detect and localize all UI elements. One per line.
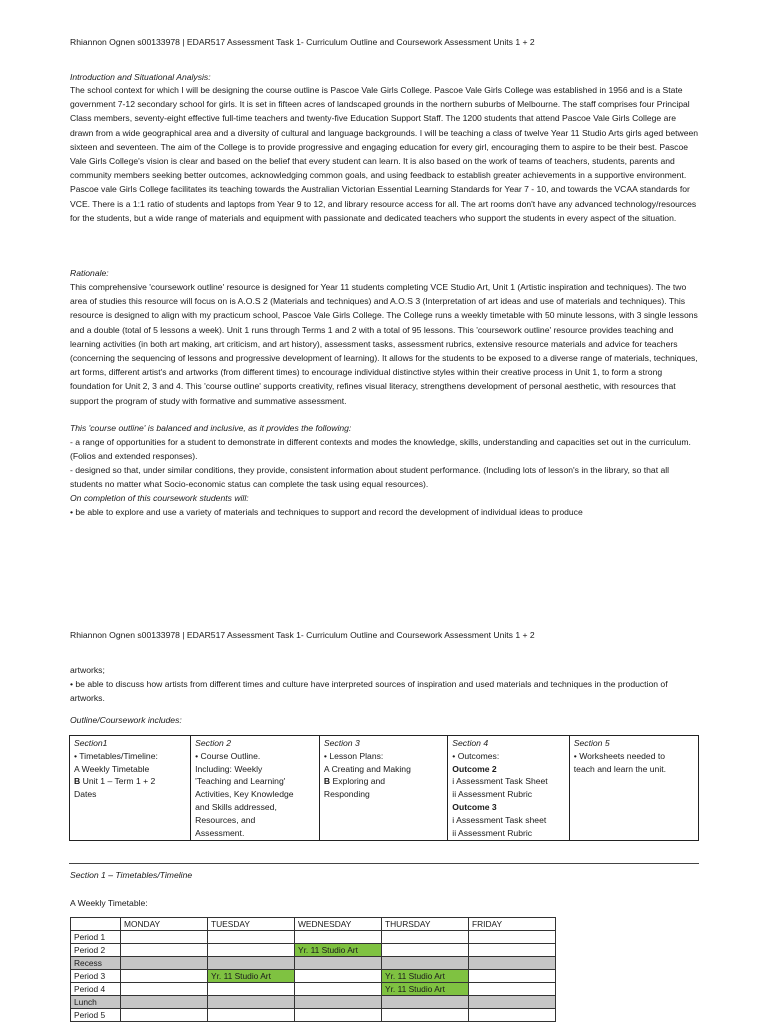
- outline-section-line: A Weekly Timetable: [74, 763, 150, 774]
- timetable-cell: [295, 931, 382, 944]
- weekly-timetable-heading: A Weekly Timetable:: [70, 898, 148, 908]
- timetable-cell: [469, 944, 556, 957]
- outline-section-line: • Course Outline.: [195, 750, 261, 761]
- outline-section-title: Section 3: [323, 738, 360, 748]
- timetable-cell: [208, 944, 295, 957]
- outline-section-line: ii Assessment Rubric: [452, 827, 533, 838]
- page-header-2: Rhiannon Ognen s00133978 | EDAR517 Assessment Task 1- Curriculum Outline and Coursework Assessment Units 1 + 2: [70, 630, 535, 640]
- outline-section-3: [319, 736, 447, 841]
- timetable-period-label: Period 2: [71, 944, 121, 957]
- timetable-period-label: Period 5: [71, 1009, 121, 1022]
- timetable-cell: [469, 970, 556, 983]
- outline-section-line: Assessment.: [195, 827, 245, 838]
- outline-table: [69, 735, 699, 841]
- timetable-cell: [469, 983, 556, 996]
- timetable-cell: [469, 931, 556, 944]
- timetable-row: [71, 1009, 556, 1022]
- outline-section-title: Section1: [74, 738, 108, 748]
- timetable-cell: [382, 944, 469, 957]
- bullet-2: • be able to discuss how artists from different times and culture have interpreted sources of inspiration and used materials and techniques in the production of artworks.: [70, 679, 668, 704]
- timetable-cell: [382, 1009, 469, 1022]
- timetable-cell: [295, 970, 382, 983]
- page-header-1: Rhiannon Ognen s00133978 | EDAR517 Assessment Task 1- Curriculum Outline and Coursework Assessment Units 1 + 2: [70, 37, 535, 47]
- timetable-day-header: MONDAY: [121, 918, 208, 931]
- timetable-cell: [121, 996, 208, 1009]
- timetable-cell: [295, 957, 382, 970]
- timetable-cell: [469, 996, 556, 1009]
- bullet-1: • be able to explore and use a variety of materials and techniques to support and record the development of individual ideas to produce: [70, 507, 583, 517]
- outline-section-1: [70, 736, 191, 841]
- outline-section-line: Dates: [74, 789, 97, 800]
- point-1: - a range of opportunities for a student to demonstrate in different contexts and modes the knowledge, skills, understanding and capacities set out in the curriculum. (Folios and extended responses).: [70, 437, 691, 462]
- timetable-row: [71, 944, 556, 957]
- rationale-body: This comprehensive 'coursework outline' resource is designed for Year 11 students completing VCE Studio Art, Unit 1 (Artistic inspiration and techniques). The two area of studies this resource will focus on is A.O.S 2 (Materials and techniques) and A.O.S 3 (Interpretation of art ideas and use of materials and techniques). This resource is designed to align with my practicum school, Pascoe Vale Girls College. The College runs a weekly timetable with 50 minute lessons, with 3 single lessons and a double (total of 5 lessons a week). Unit 1 runs through Terms 1 and 2 with a total of 95 lessons. This 'coursework outline' resource provides teaching and learning activities (in both art making, art criticism, and art history), assessment tasks, assessment rubrics, extensive resource materials and advice for teachers (concerning the sequencing of lessons and progressive development of learning). It allows for the students to be exposed to a diverse range of materials, techniques, art forms, different artist's and artworks (from different times) to encourage individual distinctive styles within their creative process in Unit 1, to form a strong foundation for Unit 2, 3 and 4. This 'course outline' supports creativity, refines visual literacy, strengthens development of personal aesthetic, with resources that support the program of study with formative and summative assessment.: [70, 282, 698, 406]
- outline-section-2: [191, 736, 320, 841]
- timetable-cell: [295, 996, 382, 1009]
- timetable-cell: [469, 1009, 556, 1022]
- timetable-cell: [121, 970, 208, 983]
- timetable-cell: [208, 1009, 295, 1022]
- outline-section-line: teach and learn the unit.: [573, 763, 667, 774]
- balanced-heading: This 'course outline' is balanced and inclusive, as it provides the following:: [70, 423, 352, 433]
- timetable-cell: Yr. 11 Studio Art: [295, 944, 382, 957]
- outline-section-line: 'Teaching and Learning': [195, 776, 286, 787]
- outline-section-line: ii Assessment Rubric: [452, 789, 533, 800]
- timetable-period-label: Recess: [71, 957, 121, 970]
- outline-section-5: [569, 736, 698, 841]
- timetable-row: [71, 931, 556, 944]
- timetable-cell: [208, 996, 295, 1009]
- timetable-row: [71, 970, 556, 983]
- timetable-cell: [295, 1009, 382, 1022]
- timetable-day-header: FRIDAY: [469, 918, 556, 931]
- outline-section-line: • Outcomes:: [452, 750, 500, 761]
- timetable-cell: [208, 957, 295, 970]
- artworks-text: artworks;: [70, 665, 105, 675]
- weekly-timetable: [70, 917, 556, 1022]
- timetable-period-label: Period 4: [71, 983, 121, 996]
- timetable-row: [71, 957, 556, 970]
- timetable-corner: [71, 918, 121, 931]
- timetable-cell: Yr. 11 Studio Art: [382, 970, 469, 983]
- timetable-cell: [382, 931, 469, 944]
- timetable-period-label: Period 3: [71, 970, 121, 983]
- timetable-cell: [208, 931, 295, 944]
- timetable-row: [71, 983, 556, 996]
- outline-section-title: Section 4: [452, 738, 489, 748]
- outline-section-title: Section 5: [573, 738, 610, 748]
- timetable-cell: [382, 957, 469, 970]
- timetable-cell: [469, 957, 556, 970]
- timetable-period-label: Lunch: [71, 996, 121, 1009]
- outline-section-line: Including: Weekly: [195, 763, 263, 774]
- outline-heading: Outline/Coursework includes:: [70, 715, 182, 725]
- outline-section-line: B Exploring and: [323, 776, 386, 787]
- outline-section-line: Activities, Key Knowledge: [195, 789, 294, 800]
- timetable-cell: [121, 983, 208, 996]
- timetable-cell: [208, 983, 295, 996]
- outline-section-line: Outcome 3: [452, 801, 497, 812]
- intro-heading: Introduction and Situational Analysis:: [70, 72, 211, 82]
- timetable-day-header: THURSDAY: [382, 918, 469, 931]
- point-2: - designed so that, under similar conditions, they provide, consistent information about student performance. (Including lots of lesson's in the library, so that all students no matter what Socio-economic status can complete the task using equal resources).: [70, 465, 670, 490]
- timetable-cell: Yr. 11 Studio Art: [382, 983, 469, 996]
- outline-section-line: • Lesson Plans:: [323, 750, 384, 761]
- outline-section-line: Resources, and: [195, 814, 256, 825]
- completion-heading: On completion of this coursework students will:: [70, 493, 249, 503]
- timetable-cell: [382, 996, 469, 1009]
- timetable-cell: [121, 931, 208, 944]
- timetable-period-label: Period 1: [71, 931, 121, 944]
- timetable-cell: [121, 957, 208, 970]
- timetable-cell: [121, 1009, 208, 1022]
- rationale-heading: Rationale:: [70, 268, 109, 278]
- outline-section-line: A Creating and Making: [323, 763, 411, 774]
- section-divider: [69, 863, 699, 864]
- outline-section-line: i Assessment Task sheet: [452, 814, 547, 825]
- timetable-cell: Yr. 11 Studio Art: [208, 970, 295, 983]
- outline-section-title: Section 2: [195, 738, 231, 748]
- timetable-row: [71, 996, 556, 1009]
- outline-section-line: and Skills addressed,: [195, 801, 277, 812]
- outline-section-line: Responding: [323, 789, 370, 800]
- outline-section-line: • Worksheets needed to: [573, 750, 666, 761]
- outline-section-line: i Assessment Task Sheet: [452, 776, 548, 787]
- timetable-day-header: TUESDAY: [208, 918, 295, 931]
- timetable-cell: [295, 983, 382, 996]
- timetable-day-header: WEDNESDAY: [295, 918, 382, 931]
- timetable-cell: [121, 944, 208, 957]
- intro-body: The school context for which I will be designing the course outline is Pascoe Vale Girls College. Pascoe Vale Girls College was established in 1956 and is a State government 7-12 secondary school for girls. It is set in fifteen acres of landscaped grounds in the northern suburbs of Melbourne. The staff comprises four Principal Class members, seventy-eight effective full-time teachers and twenty-five Education Support Staff. The 1200 students that attend Pascoe Vale Girls College are drawn from a wide geographical area and a diversity of cultural and language backgrounds. I will be teaching a class of twelve Year 11 Studio Arts girls aged between sixteen and seventeen. The aim of the College is to provide progressive and engaging education for every girl, encouraging them to aspire to be their best. Pascoe Vale Girls College's vision is clear and based on the belief that every student can learn. It is also based on the work of teams of teachers, students, parents and community members seeking better outcomes, acknowledging common goals, and using feedback to establish greater achievements in a supportive environment. Pascoe vale Girls College facilitates its teaching towards the Australian Victorian Essential Learning Standards for Year 7 - 10, and towards the VCAA standards for VCE. There is a 1:1 ratio of students and laptops from Year 9 to 12, and library resource access for all. The art rooms don't have any advanced technology/resources for the students, but a wide range of materials and equipment with passionate and dedicated teachers who support the students in every aspect of the situation.: [70, 85, 699, 223]
- outline-section-4: [448, 736, 570, 841]
- outline-section-line: B Unit 1 – Term 1 + 2: [74, 776, 156, 787]
- outline-section-line: Outcome 2: [452, 763, 497, 774]
- section1-heading: Section 1 – Timetables/Timeline: [70, 870, 193, 880]
- outline-section-line: • Timetables/Timeline:: [74, 750, 158, 761]
